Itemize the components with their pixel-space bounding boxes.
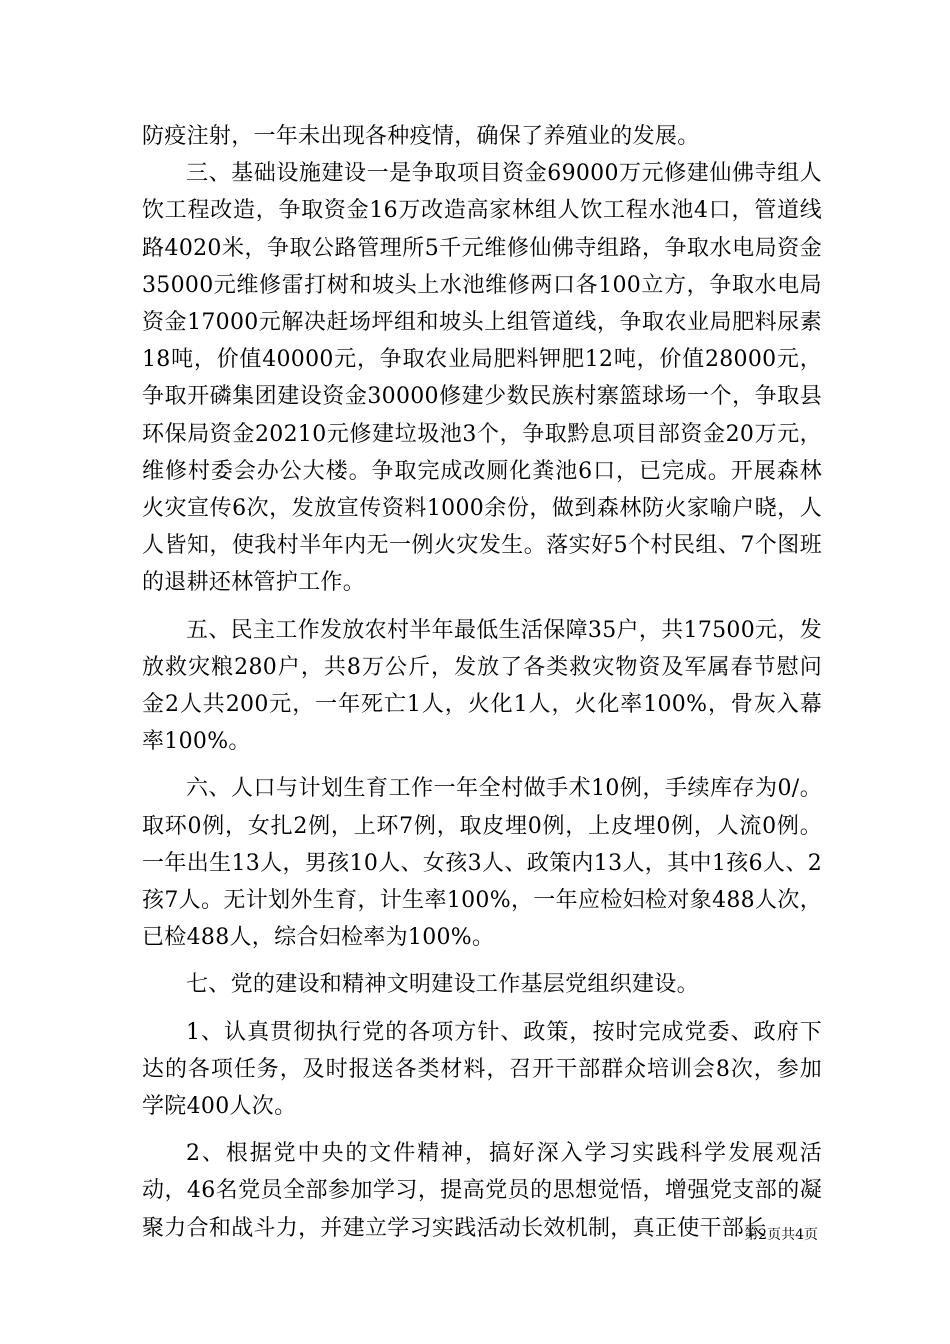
- paragraph-3: 六、人口与计划生育工作一年全村做手术10例，手续库存为0/。取环0例，女扎2例，上环7例，取皮埋0例，上皮埋0例，人流0例。一年出生13人，男孩10人、女孩3人、政策内13人，其中1孩6人、2孩7人。无计划外生育，计生率100%，一年应检妇检对象488人次，已检488人，综合妇检率为100%。: [142, 776, 822, 951]
- page-number: 第2页共4页: [744, 1227, 818, 1243]
- paragraph-4: 七、党的建设和精神文明建设工作基层党组织建设。: [186, 972, 699, 998]
- paragraph-5: 1、认真贯彻执行党的各项方针、政策，按时完成党委、政府下达的各项任务，及时报送各类材料，召开干部群众培训会8次，参加学院400人次。: [142, 1019, 822, 1120]
- paragraph-6: 2、根据党中央的文件精神，搞好深入学习实践科学发展观活动，46名党员全部参加学习，提高党员的思想觉悟，增强党支部的凝聚力合和战斗力，并建立学习实践活动长效机制，真正使干部长: [142, 1141, 822, 1241]
- paragraph-0: 防疫注射，一年未出现各种疫情，确保了养殖业的发展。: [142, 124, 700, 149]
- document-body: [142, 118, 822, 1247]
- paragraph-2: 五、民主工作发放农村半年最低生活保障35户，共17500元，发放救灾粮280户，共8万公斤，发放了各类救灾物资及军属春节慰问金2人共200元，一年死亡1人，火化1人，火化率100%，骨灰入幕率100%。: [142, 617, 822, 755]
- paragraph-1: 三、基础设施建设一是争取项目资金69000万元修建仙佛寺组人饮工程改造，争取资金16万改造高家林组人饮工程水池4口，管道线路4020米，争取公路管理所5千元维修仙佛寺组路，争取水电局资金35000元维修雷打树和坡头上水池维修两口各100立方，争取水电局资金17000元解决赶场坪组和坡头上组管道线，争取农业局肥料尿素18吨，价值40000元，争取农业局肥料钾肥12吨，价值28000元，争取开磷集团建设资金30000修建少数民族村寨篮球场一个，争取县环保局资金20210元修建垃圾池3个，争取黔息项目部资金20万元，维修村委会办公大楼。争取完成改厕化粪池6口，已完成。开展森林火灾宣传6次，发放宣传资料1000余份，做到森林防火家喻户晓，人人皆知，使我村半年内无一例火灾发生。落实好5个村民组、7个图班的退耕还林管护工作。: [142, 161, 822, 596]
